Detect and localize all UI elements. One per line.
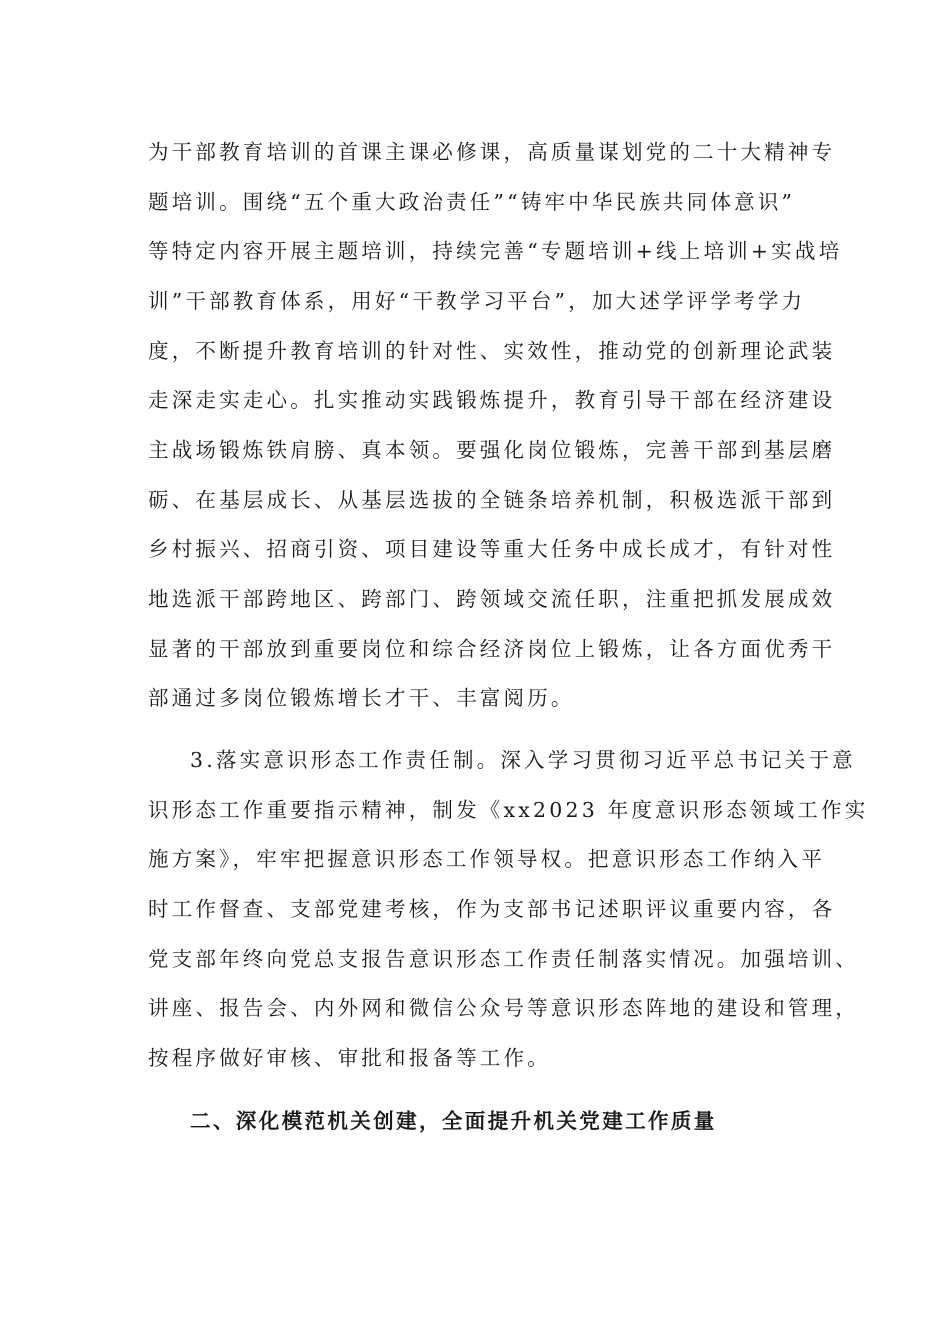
paragraph-line: 部通过多岗位锻炼增长才干、丰富阅历。	[148, 686, 575, 710]
paragraph-line: 乡村振兴、招商引资、项目建设等重大任务中成长成才，有针对性	[148, 537, 836, 561]
section-heading: 二、深化模范机关创建，全面提升机关党建工作质量	[190, 1109, 717, 1133]
paragraph-line: 显著的干部放到重要岗位和综合经济岗位上锻炼，让各方面优秀干	[148, 637, 836, 661]
paragraph-line: 按程序做好审核、审批和报备等工作。	[148, 1046, 551, 1070]
paragraph-line: 砺、在基层成长、从基层选拔的全链条培养机制，积极选派干部到	[148, 488, 836, 512]
paragraph-line: 施方案》，牢牢把握意识形态工作领导权。把意识形态工作纳入平	[148, 847, 826, 871]
paragraph-line: 等特定内容开展主题培训，持续完善“专题培训+线上培训+实战培	[148, 239, 843, 263]
paragraph-line: 3.落实意识形态工作责任制。深入学习贯彻习近平总书记关于意	[190, 748, 856, 772]
paragraph-line: 训”干部教育体系，用好“干教学习平台”，加大述学评学考学力	[148, 289, 806, 313]
paragraph-line: 走深走实走心。扎实推动实践锻炼提升，教育引导干部在经济建设	[148, 388, 836, 412]
paragraph-line: 识形态工作重要指示精神，制发《xx2023 年度意识形态领域工作实	[148, 798, 869, 822]
paragraph-line: 度，不断提升教育培训的针对性、实效性，推动党的创新理论武装	[148, 339, 836, 363]
paragraph-line: 党支部年终向党总支报告意识形态工作责任制落实情况。加强培训、	[148, 947, 859, 971]
paragraph-line: 地选派干部跨地区、跨部门、跨领域交流任职，注重把抓发展成效	[148, 587, 836, 611]
paragraph-line: 时工作督查、支部党建考核，作为支部书记述职评议重要内容，各	[148, 897, 836, 921]
paragraph-line: 为干部教育培训的首课主课必修课，高质量谋划党的二十大精神专	[148, 140, 836, 164]
paragraph-line: 主战场锻炼铁肩膀、真本领。要强化岗位锻炼，完善干部到基层磨	[148, 438, 836, 462]
paragraph-line: 题培训。围绕“五个重大政治责任”“铸牢中华民族共同体意识”	[148, 190, 796, 214]
paragraph-line: 讲座、报告会、内外网和微信公众号等意识形态阵地的建设和管理，	[148, 996, 859, 1020]
